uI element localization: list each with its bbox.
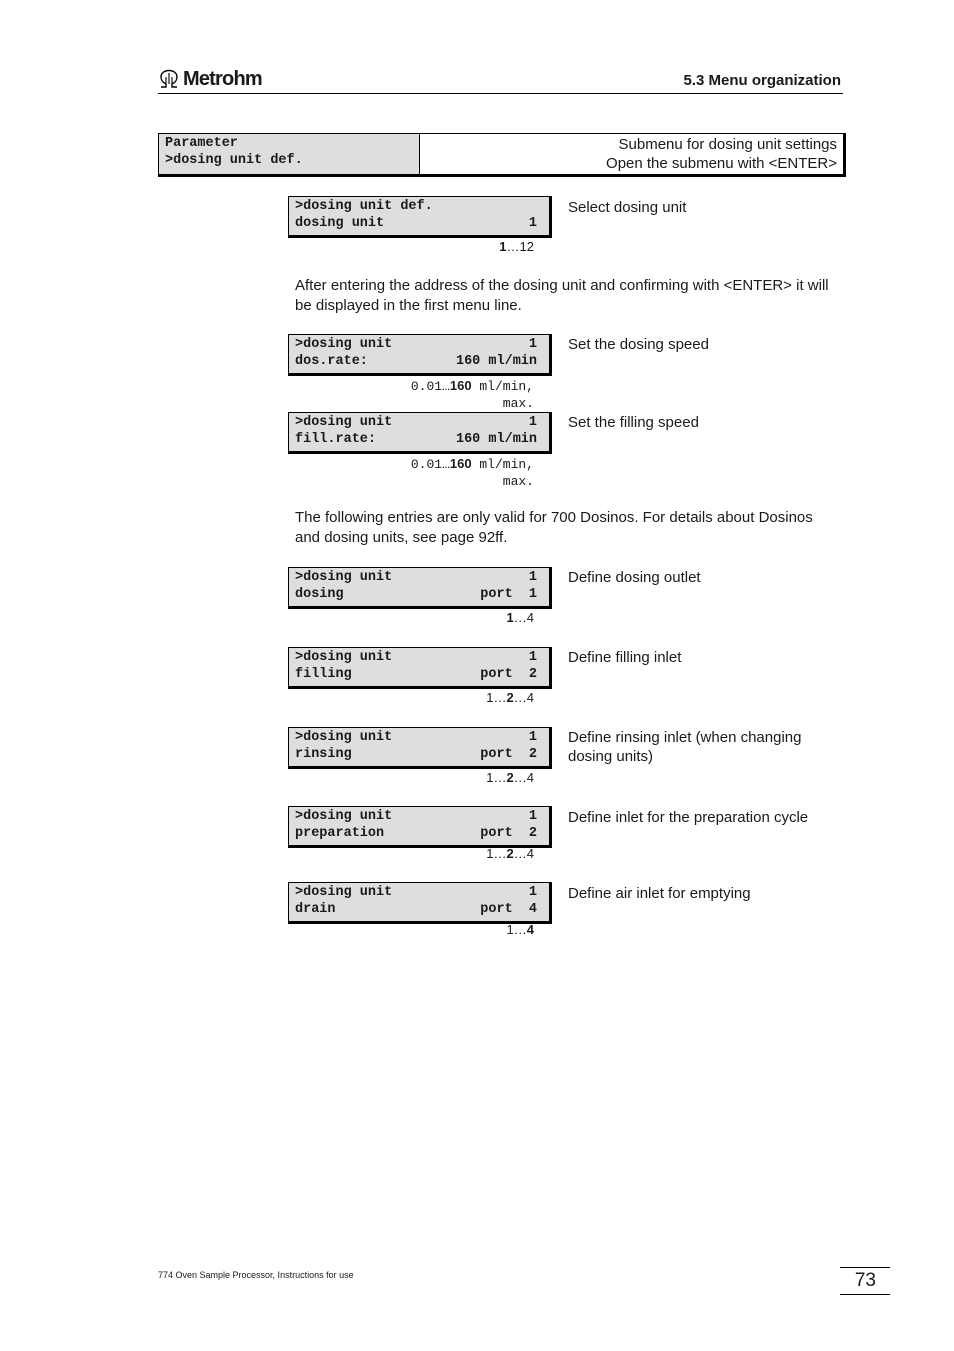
desc-filling-port: Define filling inlet [568,649,682,666]
lcd-line2-text: dos.rate: [295,354,368,369]
lcd-screen-filling-port [288,647,552,689]
parameter-desc-line1: Submenu for dosing unit settings [618,136,837,153]
lcd-line1-text: >dosing unit [295,885,393,900]
lcd-line2-text: fill.rate: [295,432,377,447]
range-rinsing-port: 1…2…4 [486,770,534,785]
lcd-line1-value: 1 [528,337,537,352]
paragraph-address-info: After entering the address of the dosing unit and confirming with <ENTER> it will be displayed in the first menu line. [295,277,829,314]
header-rule [158,93,843,94]
lcd-line1-text: >dosing unit [295,730,393,745]
lcd-line2-value: 160 ml/min [455,354,537,369]
range-preparation-port: 1…2…4 [486,846,534,861]
lcd-line2-value: 1 [528,216,537,231]
lcd-line2-value: 160 ml/min [455,432,537,447]
lcd-line2 [295,825,537,842]
lcd-line2 [295,431,537,448]
lcd-line1 [295,884,537,901]
lcd-line2-text: dosing unit [295,216,385,231]
parameter-desc-line2: Open the submenu with <ENTER> [606,155,837,172]
lcd-screen-dosing-port [288,567,552,609]
desc-fill-rate: Set the filling speed [568,414,699,431]
lcd-line1-value: 1 [528,730,537,745]
range-drain-port: 1…4 [506,922,534,937]
lcd-line2-text: rinsing [295,747,352,762]
paragraph-dosino-info: The following entries are only valid for 700 Dosinos. For details about Dosinos and dosing units, see page 92ff. [295,509,813,546]
range-dos-rate: 0.01…160 ml/min, max. [410,378,534,411]
lcd-line1-value: 1 [528,650,537,665]
metrohm-logo [158,67,262,91]
lcd-line1-value: 1 [528,885,537,900]
lcd-line1-value: 1 [528,415,537,430]
lcd-line1-text: >dosing unit [295,337,393,352]
parameter-description [420,134,843,174]
parameter-lcd-line1: Parameter [165,136,238,151]
lcd-line1 [295,414,537,431]
desc-dosing-port: Define dosing outlet [568,569,701,586]
parameter-lcd [159,134,420,174]
lcd-line1-text: >dosing unit [295,650,393,665]
lcd-line2-text: drain [295,902,336,917]
lcd-line1-text: >dosing unit [295,809,393,824]
lcd-line2 [295,215,537,232]
range-filling-port: 1…2…4 [486,690,534,705]
lcd-line2-text: preparation [295,826,385,841]
lcd-line1-text: >dosing unit [295,415,393,430]
lcd-line1 [295,336,537,353]
metrohm-omega-logo-icon [158,69,180,89]
desc-drain-port: Define air inlet for emptying [568,885,751,902]
lcd-line2 [295,353,537,370]
desc-preparation-port: Define inlet for the preparation cycle [568,809,809,826]
lcd-line1 [295,569,537,586]
lcd-screen-drain-port [288,882,552,924]
lcd-line2-text: dosing [295,587,344,602]
lcd-line2-value: port 2 [480,667,537,682]
lcd-line1 [295,198,537,215]
section-title: 5.3 Menu organization [683,72,841,89]
lcd-line1-value: 1 [528,809,537,824]
lcd-screen-dos-rate [288,334,552,376]
lcd-line1 [295,808,537,825]
lcd-line2 [295,586,537,603]
lcd-screen-preparation-port [288,806,552,848]
lcd-line1 [295,649,537,666]
logo-text: Metrohm [183,67,262,90]
lcd-screen-fill-rate [288,412,552,454]
lcd-line2 [295,666,537,683]
desc-dos-rate: Set the dosing speed [568,336,709,353]
page-number-text: 73 [854,1270,876,1291]
lcd-line1 [295,729,537,746]
lcd-line2-value: port 1 [480,587,537,602]
lcd-line1-text: >dosing unit def. [295,199,433,214]
lcd-screen-dosing-unit [288,196,552,238]
footer-document-title: 774 Oven Sample Processor, Instructions for use [158,1270,354,1280]
desc-rinsing-port: Define rinsing inlet (when changing dosing units) [568,729,802,765]
lcd-line1-value: 1 [528,570,537,585]
desc-dosing-unit: Select dosing unit [568,199,687,216]
lcd-line2-text: filling [295,667,352,682]
parameter-box [158,133,846,177]
lcd-line2-value: port 4 [480,902,537,917]
lcd-line1-text: >dosing unit [295,570,393,585]
parameter-lcd-line2: >dosing unit def. [165,153,303,168]
lcd-line2-value: port 2 [480,826,537,841]
lcd-line2 [295,746,537,763]
lcd-line2-value: port 2 [480,747,537,762]
range-dosing-unit: 1…12 [499,239,534,254]
range-dosing-port: 1…4 [506,610,534,625]
lcd-screen-rinsing-port [288,727,552,769]
page-number [840,1267,890,1295]
lcd-line2 [295,901,537,918]
range-fill-rate: 0.01…160 ml/min, max. [410,456,534,489]
